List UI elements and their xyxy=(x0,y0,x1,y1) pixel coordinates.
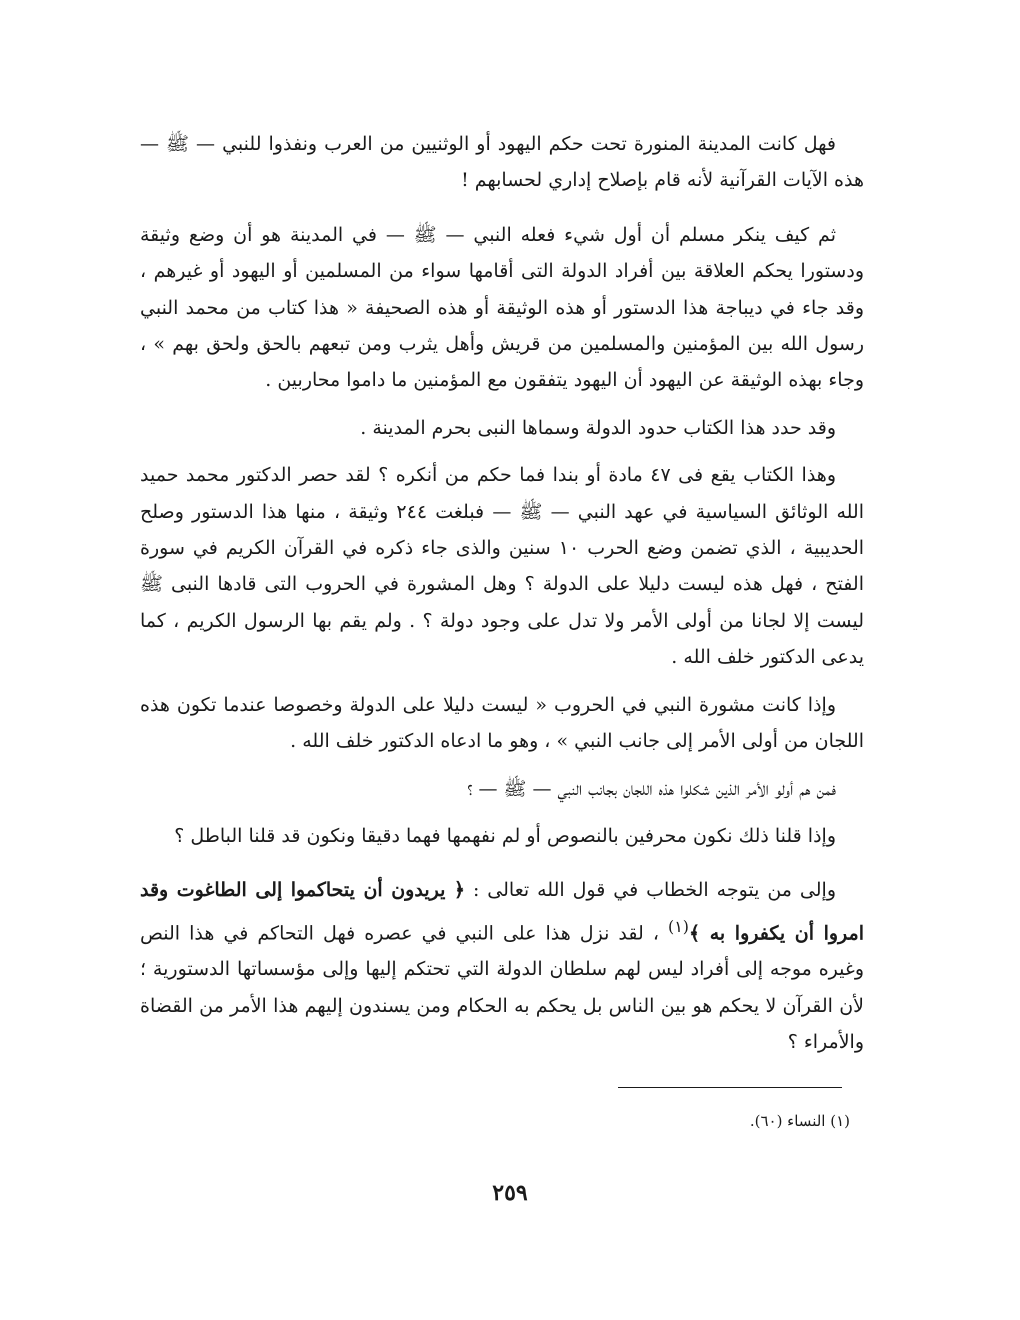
paragraph-3: وقد حدد هذا الكتاب حدود الدولة وسماها النبى بحرم المدينة . xyxy=(360,416,836,439)
main-text xyxy=(140,126,864,1072)
paragraph-8-rest: ، لقد نزل هذا على النبي في عصره فهل التحاكم في هذا النص وغيره موجه إلى أفراد ليس لهم سلطان الدولة التي تحتكم إليها وإلى مؤسساتها الدستورية ؛ لأن القرآن لا يحكم هو بين الناس بل يحكم به الحكام ومن يسندون إليهم هذا الأمر من القضاة والأمراء ؟ xyxy=(140,922,864,1054)
page-number: ٢٥٩ xyxy=(492,1180,528,1206)
footnote-marker: (١) xyxy=(668,916,689,936)
paragraph-7: وإذا قلنا ذلك نكون محرفين بالنصوص أو لم نفهمها فهما دقيقا ونكون قد قلنا الباطل ؟ xyxy=(174,824,836,847)
paragraph-8-intro: وإلى من يتوجه الخطاب في قول الله تعالى : xyxy=(465,879,836,902)
quran-quote: ﴿ يريدون أن يتحاكموا إلى الطاغوت وقد امروا أن يكفروا به ﴾ xyxy=(140,879,864,945)
footnote-separator xyxy=(618,1087,842,1088)
paragraph-4: وهذا الكتاب يقع فى ٤٧ مادة أو بندا فما حكم من أنكره ؟ لقد حصر الدكتور محمد حميد الله الوثائق السياسية في عهد النبي — ﷺ — فبلغت ٢٤٤ وثيقة ، منها هذا الدستور وصلح الحديبية ، الذي تضمن وضع الحرب ١٠ سنين والذى جاء ذكره في القرآن الكريم في سورة الفتح ، فهل هذه ليست دليلا على الدولة ؟ وهل المشورة في الحروب التى قادها النبى ﷺ ليست إلا لجانا من أولى الأمر ولا تدل على وجود دولة ؟ . ولم يقم بها الرسول الكريم ، كما يدعى الدكتور خلف الله . xyxy=(140,464,865,669)
paragraph-1: فهل كانت المدينة المنورة تحت حكم اليهود أو الوثنيين من العرب ونفذوا للنبي — ﷺ — هذه الآيات القرآنية لأنه قام بإصلاح إداري لحسابهم ! xyxy=(140,133,864,192)
paragraph-8 xyxy=(140,872,864,1060)
footnote: (١) النساء (٦٠). xyxy=(749,1112,850,1130)
paragraph-2: ثم كيف ينكر مسلم أن أول شيء فعله النبي — ﷺ — في المدينة هو أن وضع وثيقة ودستورا يحكم العلاقة بين أفراد الدولة التى أقامها سواء من المسلمين أو اليهود أو غيرهم ، وقد جاء في ديباجة هذا الدستور أو هذه الوثيقة أو هذه الصحيفة « هذا كتاب من محمد النبي رسول الله بين المؤمنين والمسلمين من قريش وأهل يثرب ومن تبعهم بالحق ولحق بهم » ، وجاء بهذه الوثيقة عن اليهود أن اليهود يتفقون مع المؤمنين ما داموا محاربين . xyxy=(140,223,864,392)
paragraph-5: وإذا كانت مشورة النبي في الحروب « ليست دليلا على الدولة وخصوصا عندما تكون هذه اللجان من أولى الأمر إلى جانب النبي » ، وهو ما ادعاه الدكتور خلف الله . xyxy=(140,693,864,753)
paragraph-6: فمن هم أولو الأمر الذين شكلوا هذه اللجان بجانب النبي — ﷺ — ؟ xyxy=(467,777,836,800)
